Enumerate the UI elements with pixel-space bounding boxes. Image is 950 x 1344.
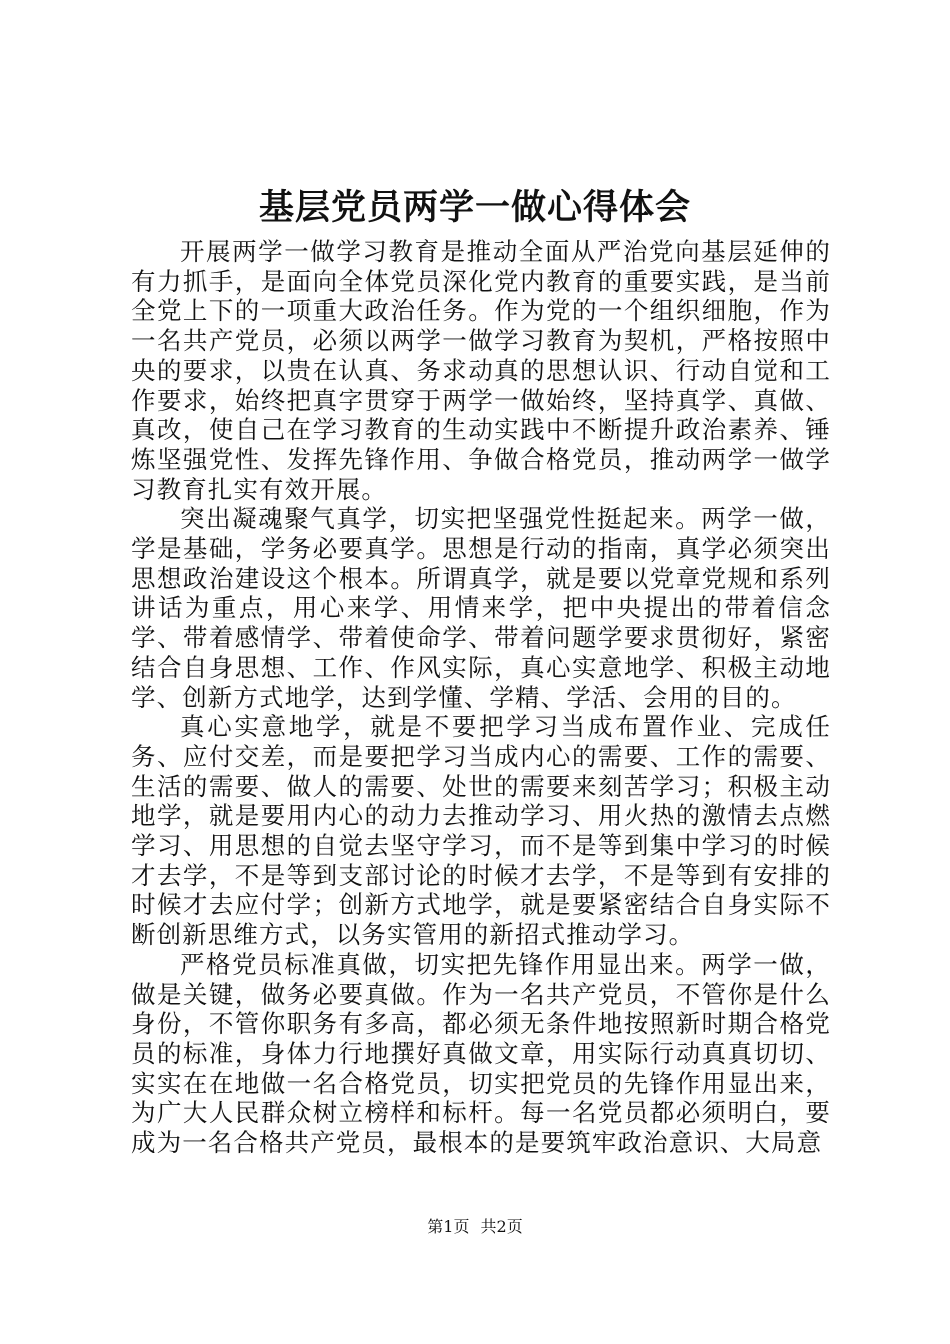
document-body [131,237,831,1158]
page-footer [0,1216,950,1238]
document-title: 基层党员两学一做心得体会 [258,187,691,228]
page-number: 第1页 [427,1217,470,1236]
paragraph-2: 突出凝魂聚气真学，切实把坚强党性挺起来。两学一做，学是基础，学务必要真学。思想是行动的指南，真学必须突出思想政治建设这个根本。所谓真学，就是要以党章党规和系列讲话为重点，用心来学、用情来学，把中央提出的带着信念学、带着感情学、带着使命学、带着问题学要求贯彻好，紧密结合自身思想、工作、作风实际，真心实意地学、积极主动地学、创新方式地学，达到学懂、学精、学活、会用的目的。 [131,504,831,712]
page-total: 共2页 [480,1217,523,1236]
paragraph-1: 开展两学一做学习教育是推动全面从严治党向基层延伸的有力抓手，是面向全体党员深化党内教育的重要实践，是当前全党上下的一项重大政治任务。作为党的一个组织细胞，作为一名共产党员，必须以两学一做学习教育为契机，严格按照中央的要求，以贵在认真、务求动真的思想认识、行动自觉和工作要求，始终把真字贯穿于两学一做始终，坚持真学、真做、真改，使自己在学习教育的生动实践中不断提升政治素养、锤炼坚强党性、发挥先锋作用、争做合格党员，推动两学一做学习教育扎实有效开展。 [131,237,831,504]
paragraph-3: 真心实意地学，就是不要把学习当成布置作业、完成任务、应付交差，而是要把学习当成内心的需要、工作的需要、生活的需要、做人的需要、处世的需要来刻苦学习；积极主动地学，就是要用内心的动力去推动学习、用火热的激情去点燃学习、用思想的自觉去坚守学习，而不是等到集中学习的时候才去学，不是等到支部讨论的时候才去学，不是等到有安排的时候才去应付学；创新方式地学，就是要紧密结合自身实际不断创新思维方式，以务实管用的新招式推动学习。 [131,712,831,950]
paragraph-4: 严格党员标准真做，切实把先锋作用显出来。两学一做，做是关键，做务必要真做。作为一名共产党员，不管你是什么身份，不管你职务有多高，都必须无条件地按照新时期合格党员的标准，身体力行地撰好真做文章，用实际行动真真切切、实实在在地做一名合格党员，切实把党员的先锋作用显出来，为广大人民群众树立榜样和标杆。每一名党员都必须明白，要成为一名合格共产党员，最根本的是要筑牢政治意识、大局意 [131,949,831,1158]
